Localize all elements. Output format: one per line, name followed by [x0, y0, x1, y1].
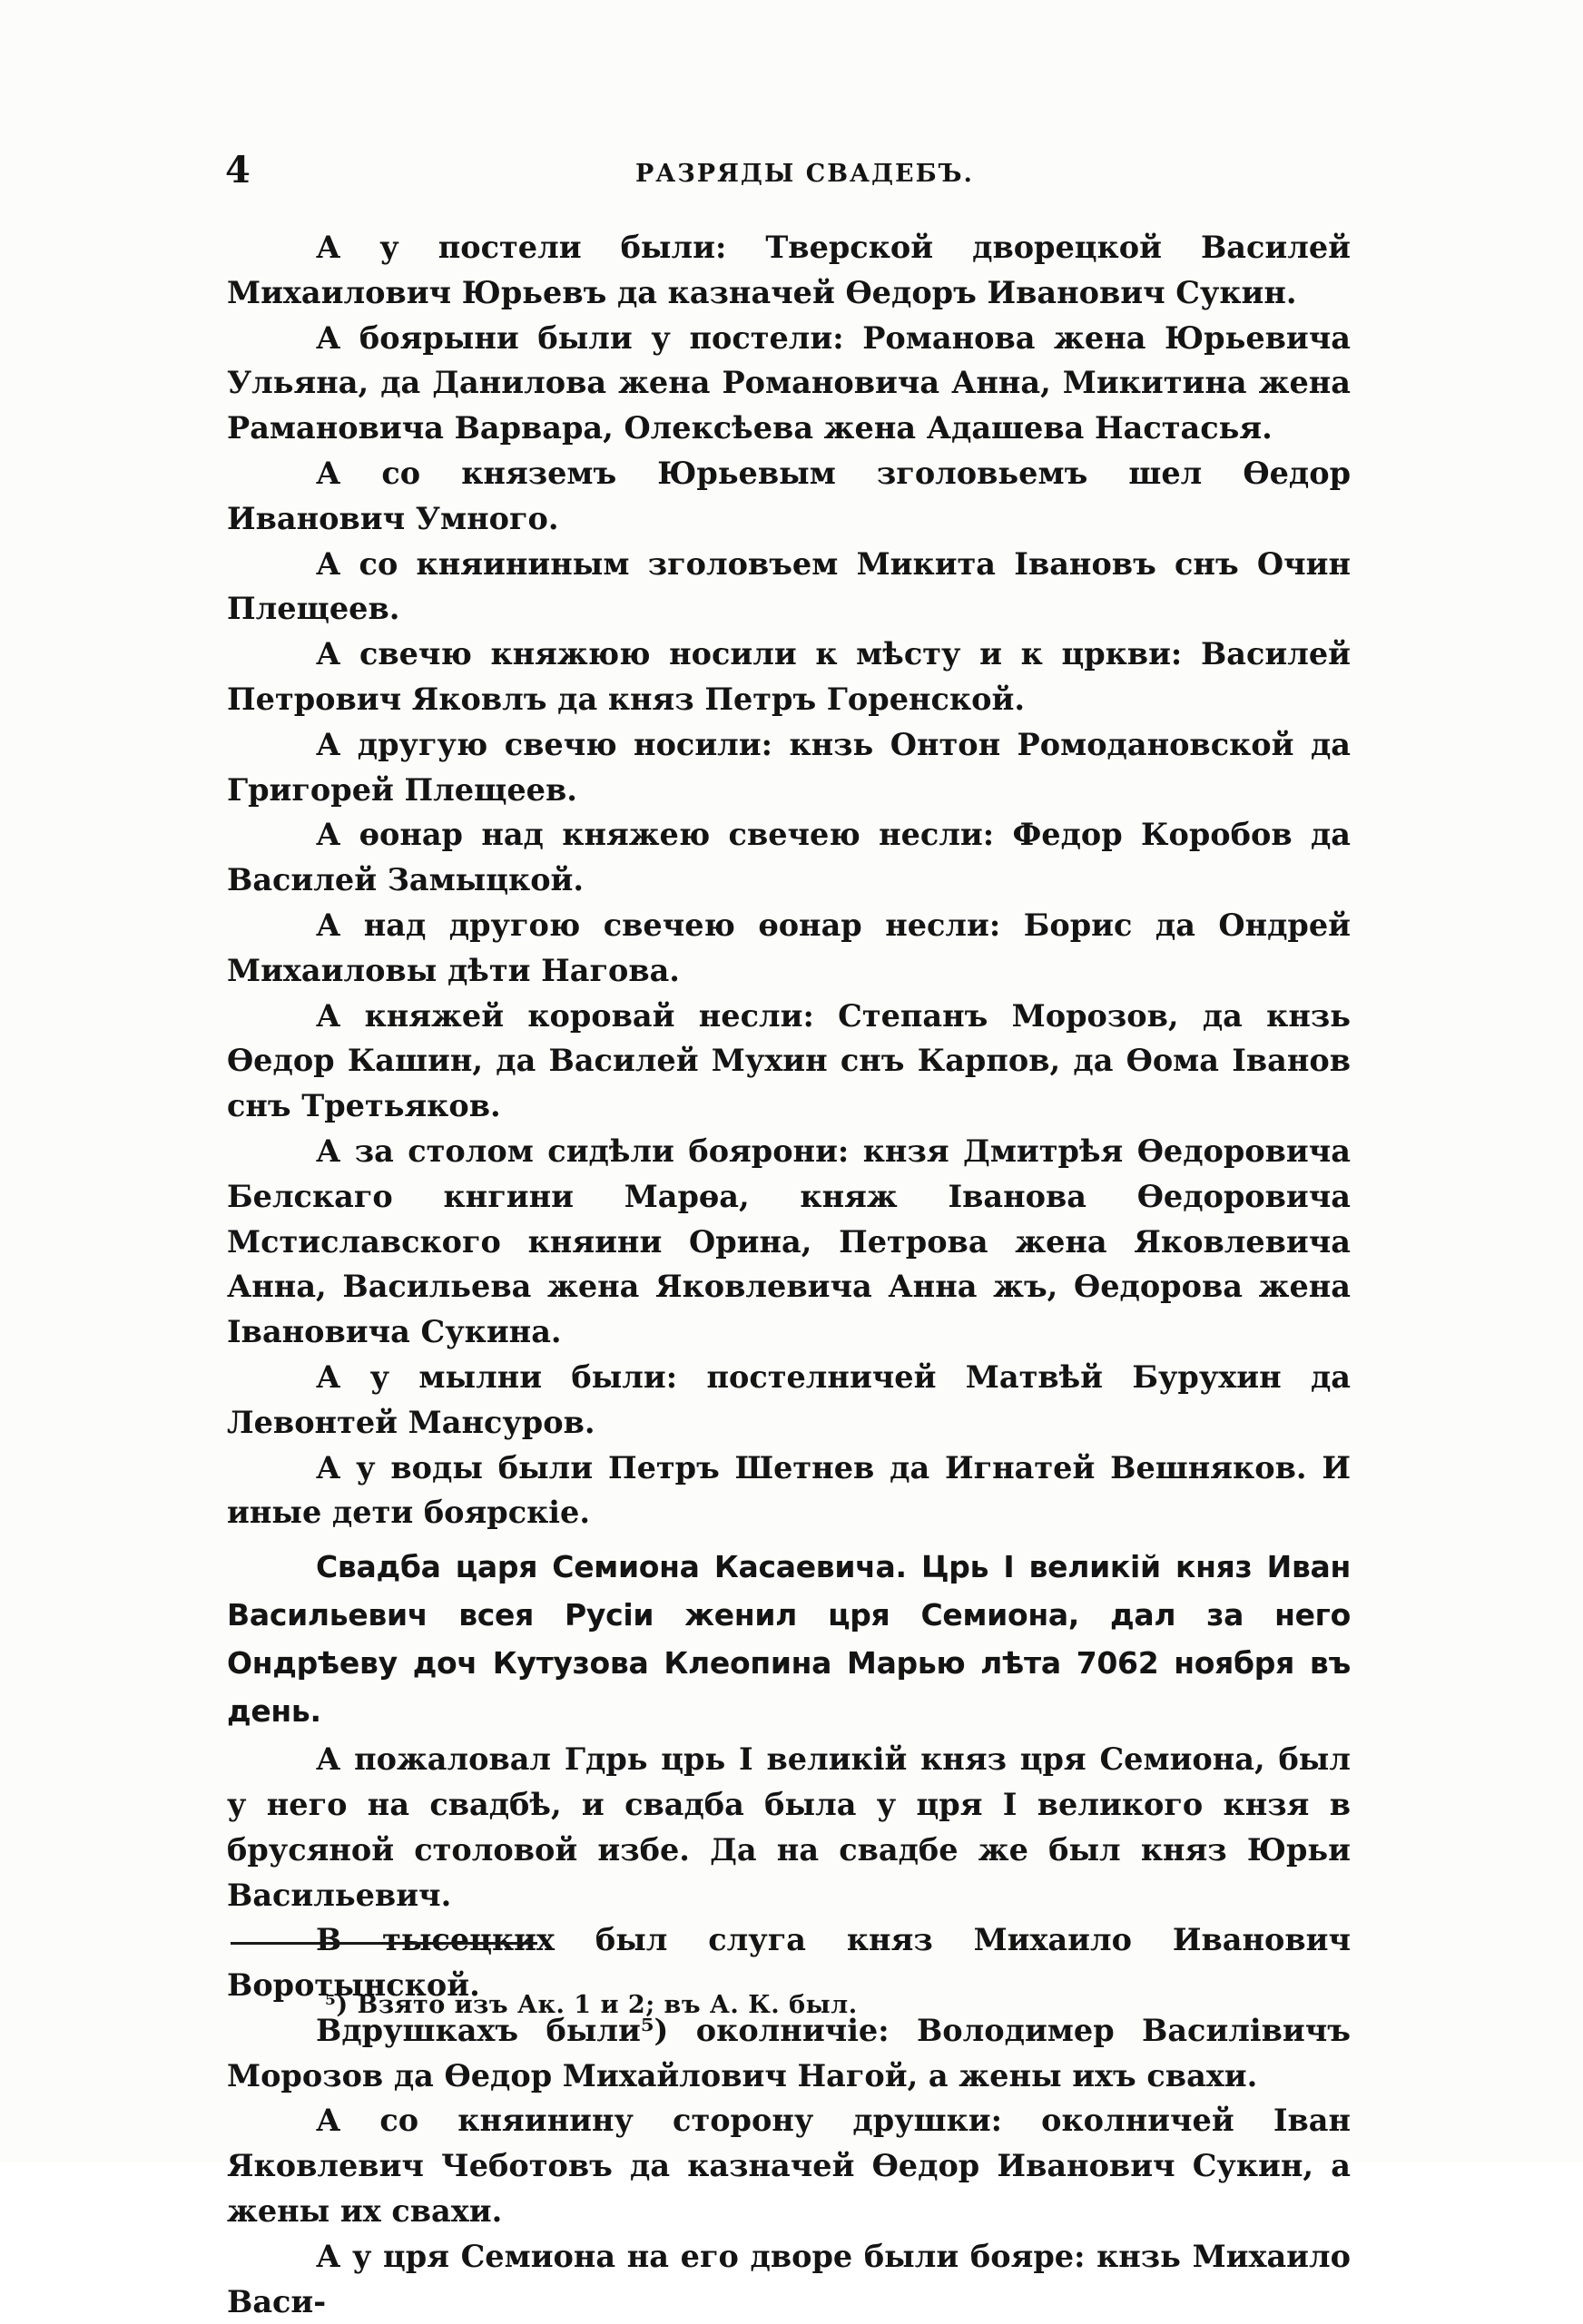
paragraph: А свечю княжюю носили к мѣсту и к цркви: Василей Петрович Яковлъ да княз Петръ Горенской. — [227, 636, 1351, 717]
paragraph: А другую свечю носили: кнзь Онтон Ромодановской да Григорей Плещеев. — [227, 726, 1351, 808]
paragraph: А со княземъ Юрьевым зголовьемъ шел Өедор Иванович Умного. — [227, 455, 1351, 536]
footnote-rule — [231, 1942, 537, 1945]
paragraph: А со княинину сторону друшки: околничей Iван Яковлевич Чеботовъ да казначей Өедор Иванович Сукин, а жены их свахи. — [227, 2103, 1351, 2230]
paragraph: А над другою свечею өонар несли: Борис да Ондрей Михаиловы дѣти Нагова. — [227, 907, 1351, 988]
paragraph: А пожаловал Гдрь црь I великiй княз цря Семиона, был у него на свадбѣ, и свадба была у цря I великого кнзя в брусяной столовой избе. Да на свадбе же был княз Юрьи Васильевич. — [227, 1741, 1351, 1913]
footnote: ⁵) Взято изъ Ак. 1 и 2; въ А. К. был. — [325, 1991, 858, 2019]
paragraph: А со княининым зголовъем Микита Iвановъ снъ Очин Плещеев. — [227, 545, 1351, 627]
paragraph: В тысецких был слуга княз Михаило Иванович Воротынской. — [227, 1922, 1351, 2004]
running-title: РАЗРЯДЫ СВАДЕБЪ. — [635, 160, 974, 188]
paragraph: А у мылни были: постелничей Матвѣй Бурухин да Левонтей Мансуров. — [227, 1358, 1351, 1440]
paragraph: А у цря Семиона на его дворе были бояре: кнзь Михаило Васи- — [227, 2238, 1351, 2319]
paragraph: А за столом сидѣли боярони: кнзя Дмитрѣя Өедоровича Белскаго кнгини Марөа, княж Iванова Өедоровича Мстиславского княини Орина, Петрова жена Яковлевича Анна, Васильева жена Яковлевича Анна жъ, Өедорова жена Iвановича Сукина. — [227, 1133, 1351, 1350]
paragraph: А боярыни были у постели: Романова жена Юрьевича Ульяна, да Данилова жена Романовича Анна, Микитина жена Рамановича Варвара, Олексѣева жена Адашева Настасья. — [227, 319, 1351, 446]
section-heading: Свадба царя Семиона Касаевича. Црь I великiй княз Иван Васильевич всея Русiи женил цря Семиона, дал за него Ондрѣеву доч Кутузова Клеопина Марью лѣта 7062 ноября въ день. — [227, 1549, 1351, 1730]
page-number: 4 — [225, 149, 251, 191]
paragraph: А у воды были Петръ Шетнев да Игнатей Вешняков. И иные дети боярскiе. — [227, 1449, 1351, 1531]
paragraph: Вдрушкахъ были⁵) околничiе: Володимер Василiвичъ Морозов да Өедор Михайлович Нагой, а жены ихъ свахи. — [227, 2012, 1351, 2094]
paragraph: А княжей коровай несли: Степанъ Морозов, да кнзь Өедор Кашин, да Василей Мухин снъ Карпов, да Өома Iванов снъ Третьяков. — [227, 997, 1351, 1124]
paragraph: А у постели были: Тверской дворецкой Василей Михаилович Юрьевъ да казначей Өедоръ Иванович Сукин. — [227, 230, 1351, 310]
paragraph: А өонар над княжею свечею несли: Федор Коробов да Василей Замыцкой. — [227, 817, 1351, 898]
